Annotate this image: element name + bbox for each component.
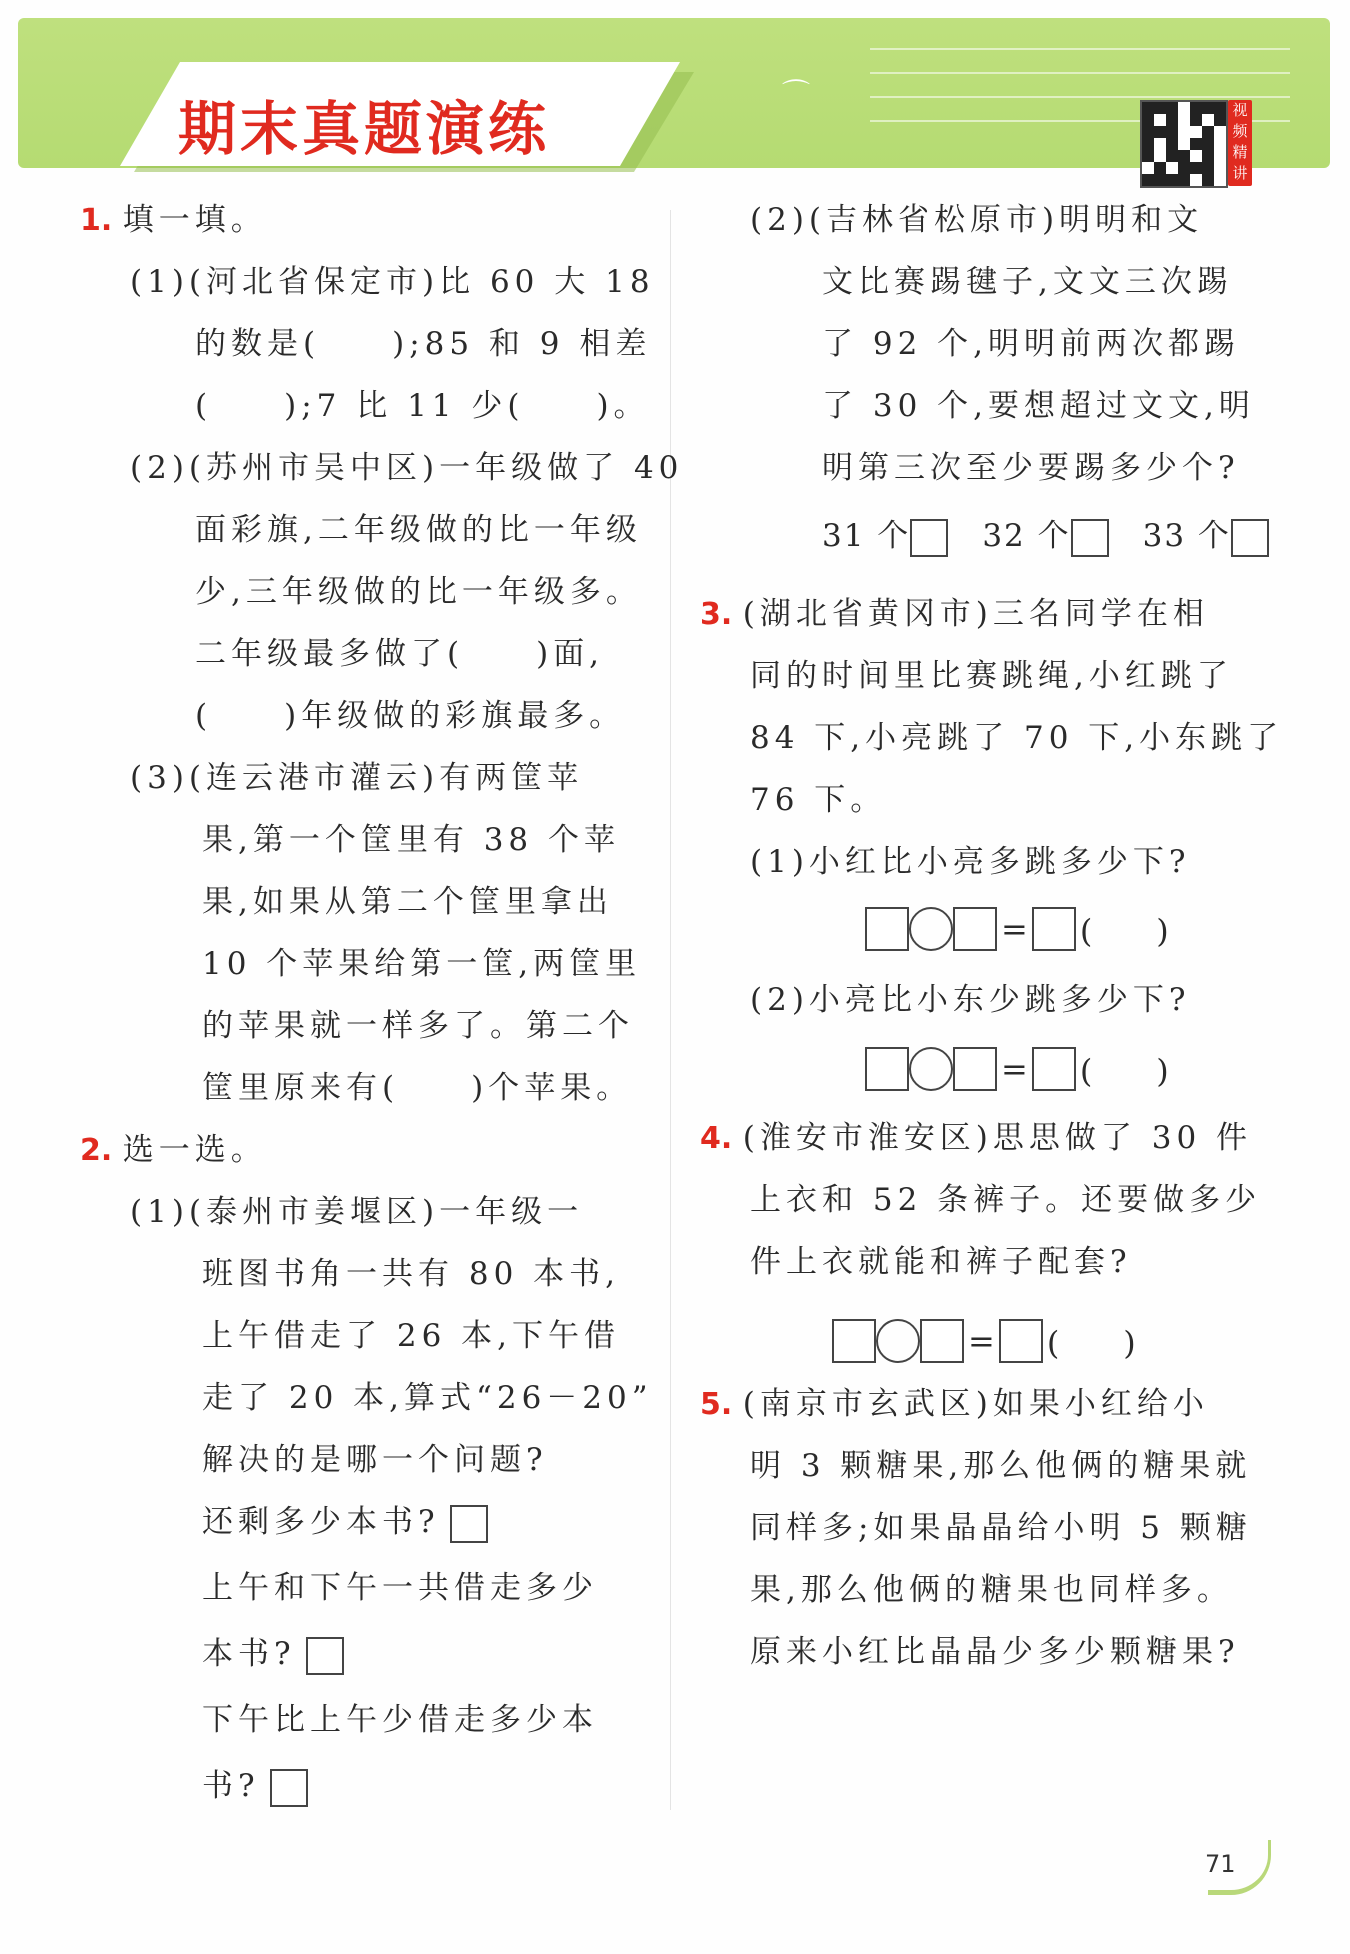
text-line: 76 下。 bbox=[750, 782, 887, 818]
choice-label: 33 个 bbox=[1142, 518, 1231, 554]
question-heading bbox=[700, 1118, 1252, 1159]
text-line: 明第三次至少要踢多少个? bbox=[822, 450, 1240, 486]
answer-checkbox[interactable] bbox=[306, 1637, 344, 1675]
operator-circle[interactable] bbox=[909, 1047, 953, 1091]
text-line: (2)小亮比小东少跳多少下? bbox=[750, 982, 1191, 1018]
question-number: 3. bbox=[700, 597, 743, 632]
answer-checkbox[interactable] bbox=[450, 1505, 488, 1543]
text-line: 84 下,小亮跳了 70 下,小东跳了 bbox=[750, 720, 1284, 756]
text-line: 面彩旗,二年级做的比一年级 bbox=[195, 512, 642, 548]
bird-icon: ⌒ bbox=[782, 77, 811, 110]
equation-box[interactable] bbox=[953, 1047, 997, 1091]
answer-checkbox[interactable] bbox=[270, 1769, 308, 1807]
question-heading bbox=[700, 594, 1209, 635]
choice-checkbox[interactable] bbox=[1231, 519, 1269, 557]
text-line: ( )年级做的彩旗最多。 bbox=[195, 698, 626, 734]
text-line: (2)(苏州市吴中区)一年级做了 40 bbox=[130, 450, 684, 486]
equation-row bbox=[832, 1318, 1140, 1364]
text-line: 果,如果从第二个筐里拿出 bbox=[202, 884, 613, 920]
question-text: 填一填。 bbox=[122, 202, 267, 238]
text-line: (1)(河北省保定市)比 60 大 18 bbox=[130, 264, 655, 300]
qr-label: 视 频 精 讲 bbox=[1228, 100, 1252, 186]
equation-box[interactable] bbox=[865, 907, 909, 951]
text-line: 走了 20 本,算式“26－20” bbox=[202, 1380, 653, 1416]
text-line: 上午借走了 26 本,下午借 bbox=[202, 1318, 621, 1354]
question-text: (湖北省黄冈市)三名同学在相 bbox=[742, 596, 1209, 632]
text-line: (3)(连云港市灌云)有两筐苹 bbox=[130, 760, 584, 796]
text-line: 果,第一个筐里有 38 个苹 bbox=[202, 822, 621, 858]
text-line: 的数是( );85 和 9 相差 bbox=[195, 326, 652, 362]
equation-row bbox=[865, 1046, 1173, 1092]
choice-option: 上午和下午一共借走多少 bbox=[202, 1570, 598, 1606]
choice-checkbox[interactable] bbox=[1071, 519, 1109, 557]
question-text: 选一选。 bbox=[122, 1132, 267, 1168]
text-line: 的苹果就一样多了。第二个 bbox=[202, 1008, 634, 1044]
qr-code-icon[interactable] bbox=[1140, 100, 1228, 188]
equation-box[interactable] bbox=[953, 907, 997, 951]
text-line: 同的时间里比赛跳绳,小红跳了 bbox=[750, 658, 1233, 694]
question-text: (南京市玄武区)如果小红给小 bbox=[742, 1386, 1209, 1422]
equation-box[interactable] bbox=[865, 1047, 909, 1091]
text-line: 果,那么他俩的糖果也同样多。 bbox=[750, 1572, 1233, 1608]
choice-option: 下午比上午少借走多少本 bbox=[202, 1702, 598, 1738]
question-number: 4. bbox=[700, 1121, 743, 1156]
page-title: 期末真题演练 bbox=[178, 95, 551, 163]
text-line: (1)(泰州市姜堰区)一年级一 bbox=[130, 1194, 584, 1230]
text-line: 件上衣就能和裤子配套? bbox=[750, 1244, 1132, 1280]
text-line: 筐里原来有( )个苹果。 bbox=[202, 1070, 633, 1106]
text-line: 了 30 个,要想超过文文,明 bbox=[822, 388, 1255, 424]
text-line: 同样多;如果晶晶给小明 5 颗糖 bbox=[750, 1510, 1252, 1546]
equation-box[interactable] bbox=[1032, 1047, 1076, 1091]
operator-circle[interactable] bbox=[876, 1319, 920, 1363]
equation-box[interactable] bbox=[1032, 907, 1076, 951]
text-line: 上衣和 52 条裤子。还要做多少 bbox=[750, 1182, 1262, 1218]
unit-blank[interactable]: ( ) bbox=[1079, 912, 1169, 950]
choice-label: 31 个 bbox=[822, 518, 911, 554]
question-number: 5. bbox=[700, 1387, 743, 1422]
equation-box[interactable] bbox=[832, 1319, 876, 1363]
question-number: 2. bbox=[80, 1133, 123, 1168]
unit-blank[interactable]: ( ) bbox=[1046, 1324, 1136, 1362]
text-line: 了 92 个,明明前两次都踢 bbox=[822, 326, 1241, 362]
question-heading bbox=[700, 1384, 1209, 1425]
choice-option: 书? bbox=[202, 1766, 308, 1807]
text-line: (1)小红比小亮多跳多少下? bbox=[750, 844, 1191, 880]
equation-box[interactable] bbox=[999, 1319, 1043, 1363]
equals-sign: = bbox=[1001, 910, 1028, 948]
question-number: 1. bbox=[80, 203, 123, 238]
choice-option: 还剩多少本书? bbox=[202, 1502, 488, 1543]
text-line: 解决的是哪一个问题? bbox=[202, 1442, 548, 1478]
text-line: 文比赛踢毽子,文文三次踢 bbox=[822, 264, 1233, 300]
text-line: 原来小红比晶晶少多少颗糖果? bbox=[750, 1634, 1240, 1670]
choice-checkbox[interactable] bbox=[910, 519, 948, 557]
operator-circle[interactable] bbox=[909, 907, 953, 951]
equals-sign: = bbox=[968, 1322, 995, 1360]
choice-label: 32 个 bbox=[982, 518, 1071, 554]
unit-blank[interactable]: ( ) bbox=[1079, 1052, 1169, 1090]
text-line: 少,三年级做的比一年级多。 bbox=[195, 574, 642, 610]
page-number: 71 bbox=[1205, 1850, 1236, 1878]
text-line: ( );7 比 11 少( )。 bbox=[195, 388, 650, 424]
equals-sign: = bbox=[1001, 1050, 1028, 1088]
choice-option: 本书? bbox=[202, 1634, 344, 1675]
text-line: 明 3 颗糖果,那么他俩的糖果就 bbox=[750, 1448, 1252, 1484]
equation-row bbox=[865, 906, 1173, 952]
text-line: (2)(吉林省松原市)明明和文 bbox=[750, 202, 1204, 238]
question-heading bbox=[80, 200, 267, 241]
text-line: 班图书角一共有 80 本书, bbox=[202, 1256, 621, 1292]
text-line: 二年级最多做了( )面, bbox=[195, 636, 605, 672]
question-text: (淮安市淮安区)思思做了 30 件 bbox=[742, 1120, 1253, 1156]
equation-box[interactable] bbox=[920, 1319, 964, 1363]
question-heading bbox=[80, 1130, 267, 1171]
choices-row bbox=[822, 516, 1303, 557]
text-line: 10 个苹果给第一筐,两筐里 bbox=[202, 946, 642, 982]
